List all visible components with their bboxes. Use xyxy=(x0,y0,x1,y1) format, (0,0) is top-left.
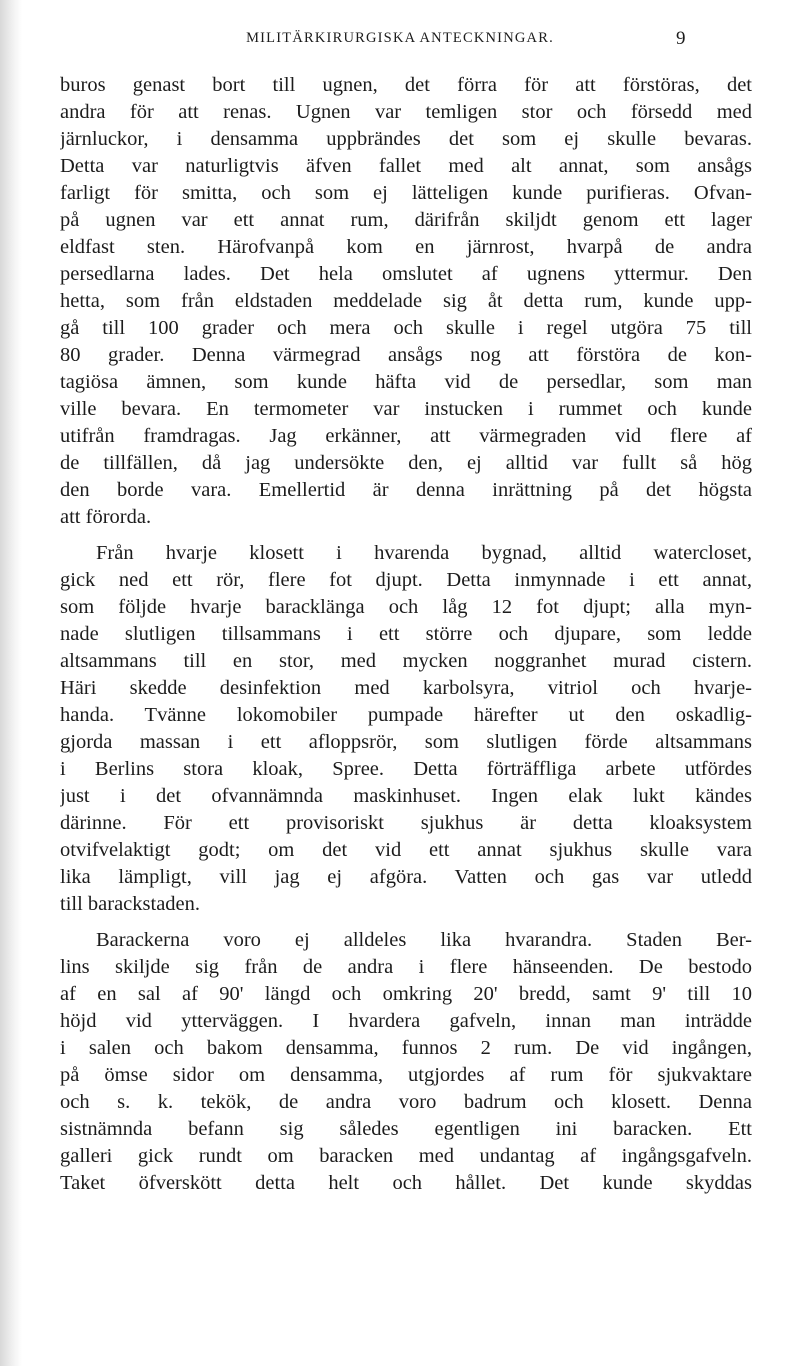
text-line: järnluckor, i densamma uppbrändes det som ej skulle bevaras. xyxy=(60,128,752,150)
text-line: galleri gick rundt om baracken med undantag af ingångsgafveln. xyxy=(60,1145,752,1167)
text-line: i salen och bakom densamma, funnos 2 rum. De vid ingången, xyxy=(60,1037,752,1059)
text-line: tagiösa ämnen, som kunde häfta vid de persedlar, som man xyxy=(60,371,752,393)
text-line: Barackerna voro ej alldeles lika hvarandra. Staden Ber- xyxy=(96,929,752,951)
text-line: lins skiljde sig från de andra i flere hänseenden. De bestodo xyxy=(60,956,752,978)
text-line: som följde hvarje baracklänga och låg 12 fot djupt; alla myn- xyxy=(60,596,752,618)
text-line: därinne. För ett provisoriskt sjukhus är detta kloaksystem xyxy=(60,812,752,834)
paragraph xyxy=(60,540,752,918)
text-line: af en sal af 90' längd och omkring 20' bredd, samt 9' till 10 xyxy=(60,983,752,1005)
text-line: Häri skedde desinfektion med karbolsyra, vitriol och hvarje- xyxy=(60,677,752,699)
text-line: gå till 100 grader och mera och skulle i regel utgöra 75 till xyxy=(60,317,752,339)
text-line: Från hvarje klosett i hvarenda bygnad, alltid watercloset, xyxy=(96,542,752,564)
text-line: gjorda massan i ett afloppsrör, som slutligen förde altsammans xyxy=(60,731,752,753)
text-line: altsammans till en stor, med mycken noggranhet murad cistern. xyxy=(60,650,752,672)
text-line: i Berlins stora kloak, Spree. Detta förträffliga arbete utfördes xyxy=(60,758,752,780)
paragraph-gap xyxy=(60,531,752,540)
text-line: utifrån framdragas. Jag erkänner, att värmegraden vid flere af xyxy=(60,425,752,447)
text-line: den borde vara. Emellertid är denna inrättning på det högsta xyxy=(60,479,752,501)
text-line: på ömse sidor om densamma, utgjordes af rum för sjukvaktare xyxy=(60,1064,752,1086)
text-line: de tillfällen, då jag undersökte den, ej alltid var fullt så hög xyxy=(60,452,752,474)
text-line: persedlarna lades. Det hela omslutet af ugnens yttermur. Den xyxy=(60,263,752,285)
page-binding-edge xyxy=(0,0,22,1366)
text-line: lika lämpligt, vill jag ej afgöra. Vatten och gas var utledd xyxy=(60,866,752,888)
paragraph xyxy=(60,72,752,531)
text-line: höjd vid ytterväggen. I hvardera gafveln, innan man inträdde xyxy=(60,1010,752,1032)
text-line: sistnämnda befann sig således egentligen ini baracken. Ett xyxy=(60,1118,752,1140)
text-line: gick ned ett rör, flere fot djupt. Detta inmynnade i ett annat, xyxy=(60,569,752,591)
text-line: farligt för smitta, och som ej lätteligen kunde purifieras. Ofvan- xyxy=(60,182,752,204)
text-line: eldfast sten. Härofvanpå kom en järnrost, hvarpå de andra xyxy=(60,236,752,258)
body-text xyxy=(60,72,752,1197)
paragraph-gap xyxy=(60,918,752,927)
text-line: otvifvelaktigt godt; om det vid ett annat sjukhus skulle vara xyxy=(60,839,752,861)
page-number: 9 xyxy=(676,28,686,49)
text-line: ville bevara. En termometer var instucken i rummet och kunde xyxy=(60,398,752,420)
text-line: nade slutligen tillsammans i ett större och djupare, som ledde xyxy=(60,623,752,645)
text-line: Detta var naturligtvis äfven fallet med alt annat, som ansågs xyxy=(60,155,752,177)
text-line: hetta, som från eldstaden meddelade sig åt detta rum, kunde upp- xyxy=(60,290,752,312)
text-line: buros genast bort till ugnen, det förra för att förstöras, det xyxy=(60,74,752,96)
text-line: att förorda. xyxy=(60,506,152,528)
text-line: till barackstaden. xyxy=(60,893,201,915)
text-line: och s. k. tekök, de andra voro badrum och klosett. Denna xyxy=(60,1091,752,1113)
text-line: handa. Tvänne lokomobiler pumpade härefter ut den oskadlig- xyxy=(60,704,752,726)
running-header: MILITÄRKIRURGISKA ANTECKNINGAR. xyxy=(246,30,554,46)
paragraph xyxy=(60,927,752,1197)
text-line: andra för att renas. Ugnen var temligen stor och försedd med xyxy=(60,101,752,123)
text-line: på ugnen var ett annat rum, därifrån skiljdt genom ett lager xyxy=(60,209,752,231)
text-line: Taket öfverskött detta helt och hållet. Det kunde skyddas xyxy=(60,1172,752,1194)
text-line: just i det ofvannämnda maskinhuset. Ingen elak lukt kändes xyxy=(60,785,752,807)
text-line: 80 grader. Denna värmegrad ansågs nog att förstöra de kon- xyxy=(60,344,752,366)
